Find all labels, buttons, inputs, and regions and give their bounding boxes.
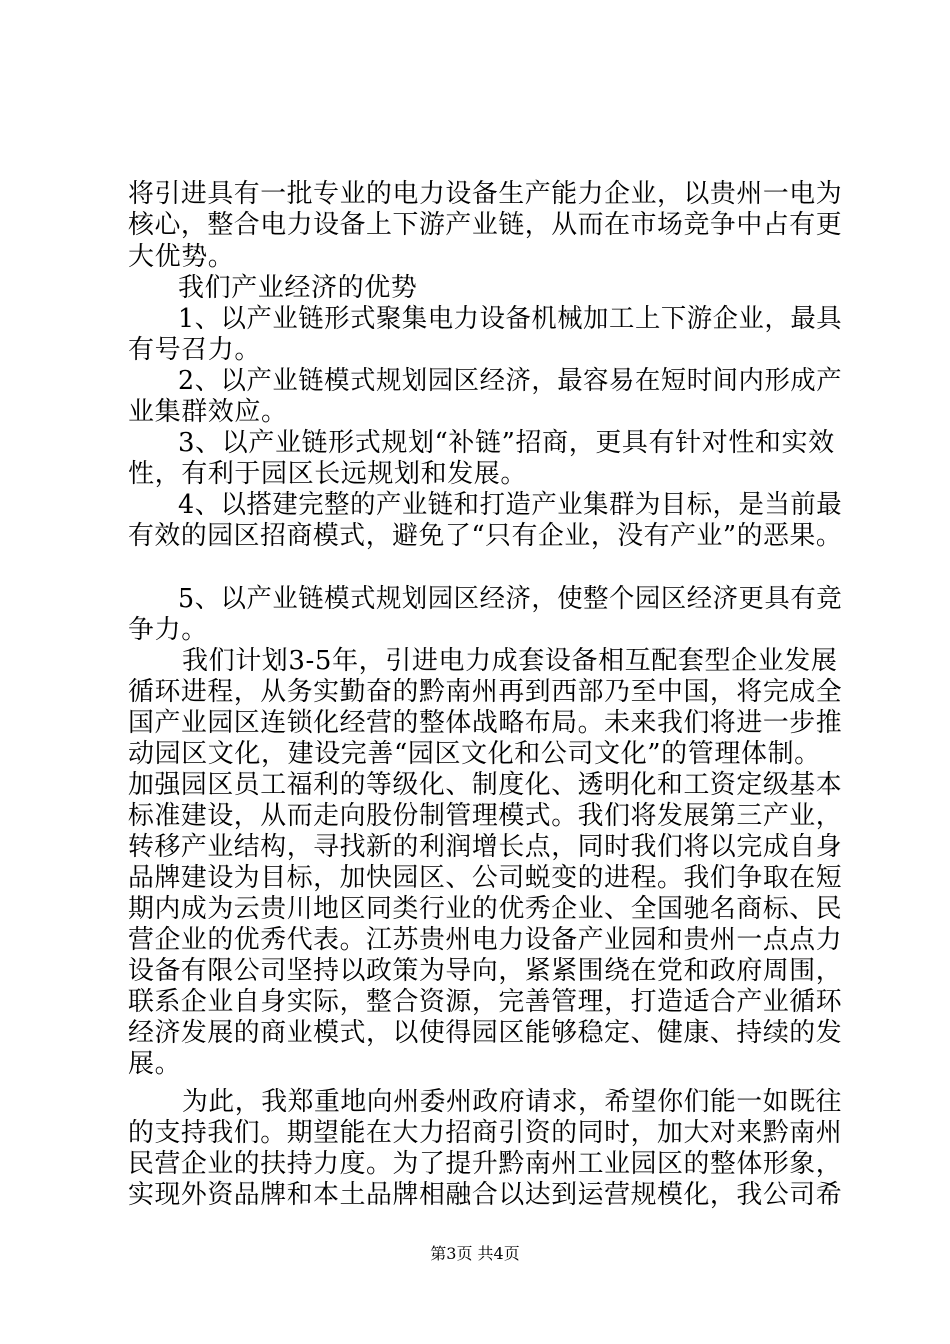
page-number-footer: 第3页 共4页 bbox=[430, 1244, 520, 1263]
text-line: 核心，整合电力设备上下游产业链，从而在市场竞争中占有更 bbox=[128, 210, 843, 240]
text-line: 国产业园区连锁化经营的整体战略布局。未来我们将进一步推 bbox=[128, 708, 843, 738]
text-line: 的支持我们。期望能在大力招商引资的同时，加大对来黔南州 bbox=[128, 1118, 843, 1148]
section-heading: 我们产业经济的优势 bbox=[178, 273, 418, 303]
text-line: 有号召力。 bbox=[128, 335, 262, 365]
text-line: 循环进程，从务实勤奋的黔南州再到西部乃至中国，将完成全 bbox=[128, 677, 843, 707]
text-line: 性，有利于园区长远规划和发展。 bbox=[128, 459, 528, 489]
list-item-3: 3、以产业链形式规划“补链”招商，更具有针对性和实效 bbox=[178, 428, 835, 458]
paragraph-start: 为此，我郑重地向州委州政府请求，希望你们能一如既往 bbox=[182, 1087, 843, 1117]
text-line: 营企业的优秀代表。江苏贵州电力设备产业园和贵州一点点力 bbox=[128, 925, 843, 955]
text-line: 联系企业自身实际，整合资源，完善管理，打造适合产业循环 bbox=[128, 987, 843, 1017]
text-line: 业集群效应。 bbox=[128, 397, 288, 427]
paragraph-start: 我们计划3-5年，引进电力成套设备相互配套型企业发展 bbox=[182, 646, 838, 676]
text-line: 经济发展的商业模式，以使得园区能够稳定、健康、持续的发 bbox=[128, 1018, 843, 1048]
text-line: 民营企业的扶持力度。为了提升黔南州工业园区的整体形象， bbox=[128, 1149, 843, 1179]
text-line: 争力。 bbox=[128, 615, 208, 645]
text-line: 实现外资品牌和本土品牌相融合以达到运营规模化，我公司希 bbox=[128, 1180, 843, 1210]
text-line: 加强园区员工福利的等级化、制度化、透明化和工资定级基本 bbox=[128, 770, 843, 800]
list-item-5: 5、以产业链模式规划园区经济，使整个园区经济更具有竞 bbox=[178, 584, 843, 614]
text-line: 期内成为云贵川地区同类行业的优秀企业、全国驰名商标、民 bbox=[128, 894, 843, 924]
text-line: 将引进具有一批专业的电力设备生产能力企业，以贵州一电为 bbox=[128, 179, 843, 209]
text-line: 展。 bbox=[128, 1049, 182, 1079]
text-line: 品牌建设为目标，加快园区、公司蜕变的进程。我们争取在短 bbox=[128, 863, 843, 893]
text-line: 设备有限公司坚持以政策为导向，紧紧围绕在党和政府周围， bbox=[128, 956, 843, 986]
text-line: 动园区文化，建设完善“园区文化和公司文化”的管理体制。 bbox=[128, 739, 821, 769]
text-line: 转移产业结构，寻找新的利润增长点，同时我们将以完成自身 bbox=[128, 832, 843, 862]
list-item-1: 1、以产业链形式聚集电力设备机械加工上下游企业，最具 bbox=[178, 304, 843, 334]
text-line: 大优势。 bbox=[128, 242, 235, 272]
text-line: 标准建设，从而走向股份制管理模式。我们将发展第三产业， bbox=[128, 801, 843, 831]
text-line: 有效的园区招商模式，避免了“只有企业，没有产业”的恶果。 bbox=[128, 521, 843, 551]
list-item-2: 2、以产业链模式规划园区经济，最容易在短时间内形成产 bbox=[178, 366, 843, 396]
list-item-4: 4、以搭建完整的产业链和打造产业集群为目标，是当前最 bbox=[178, 490, 843, 520]
